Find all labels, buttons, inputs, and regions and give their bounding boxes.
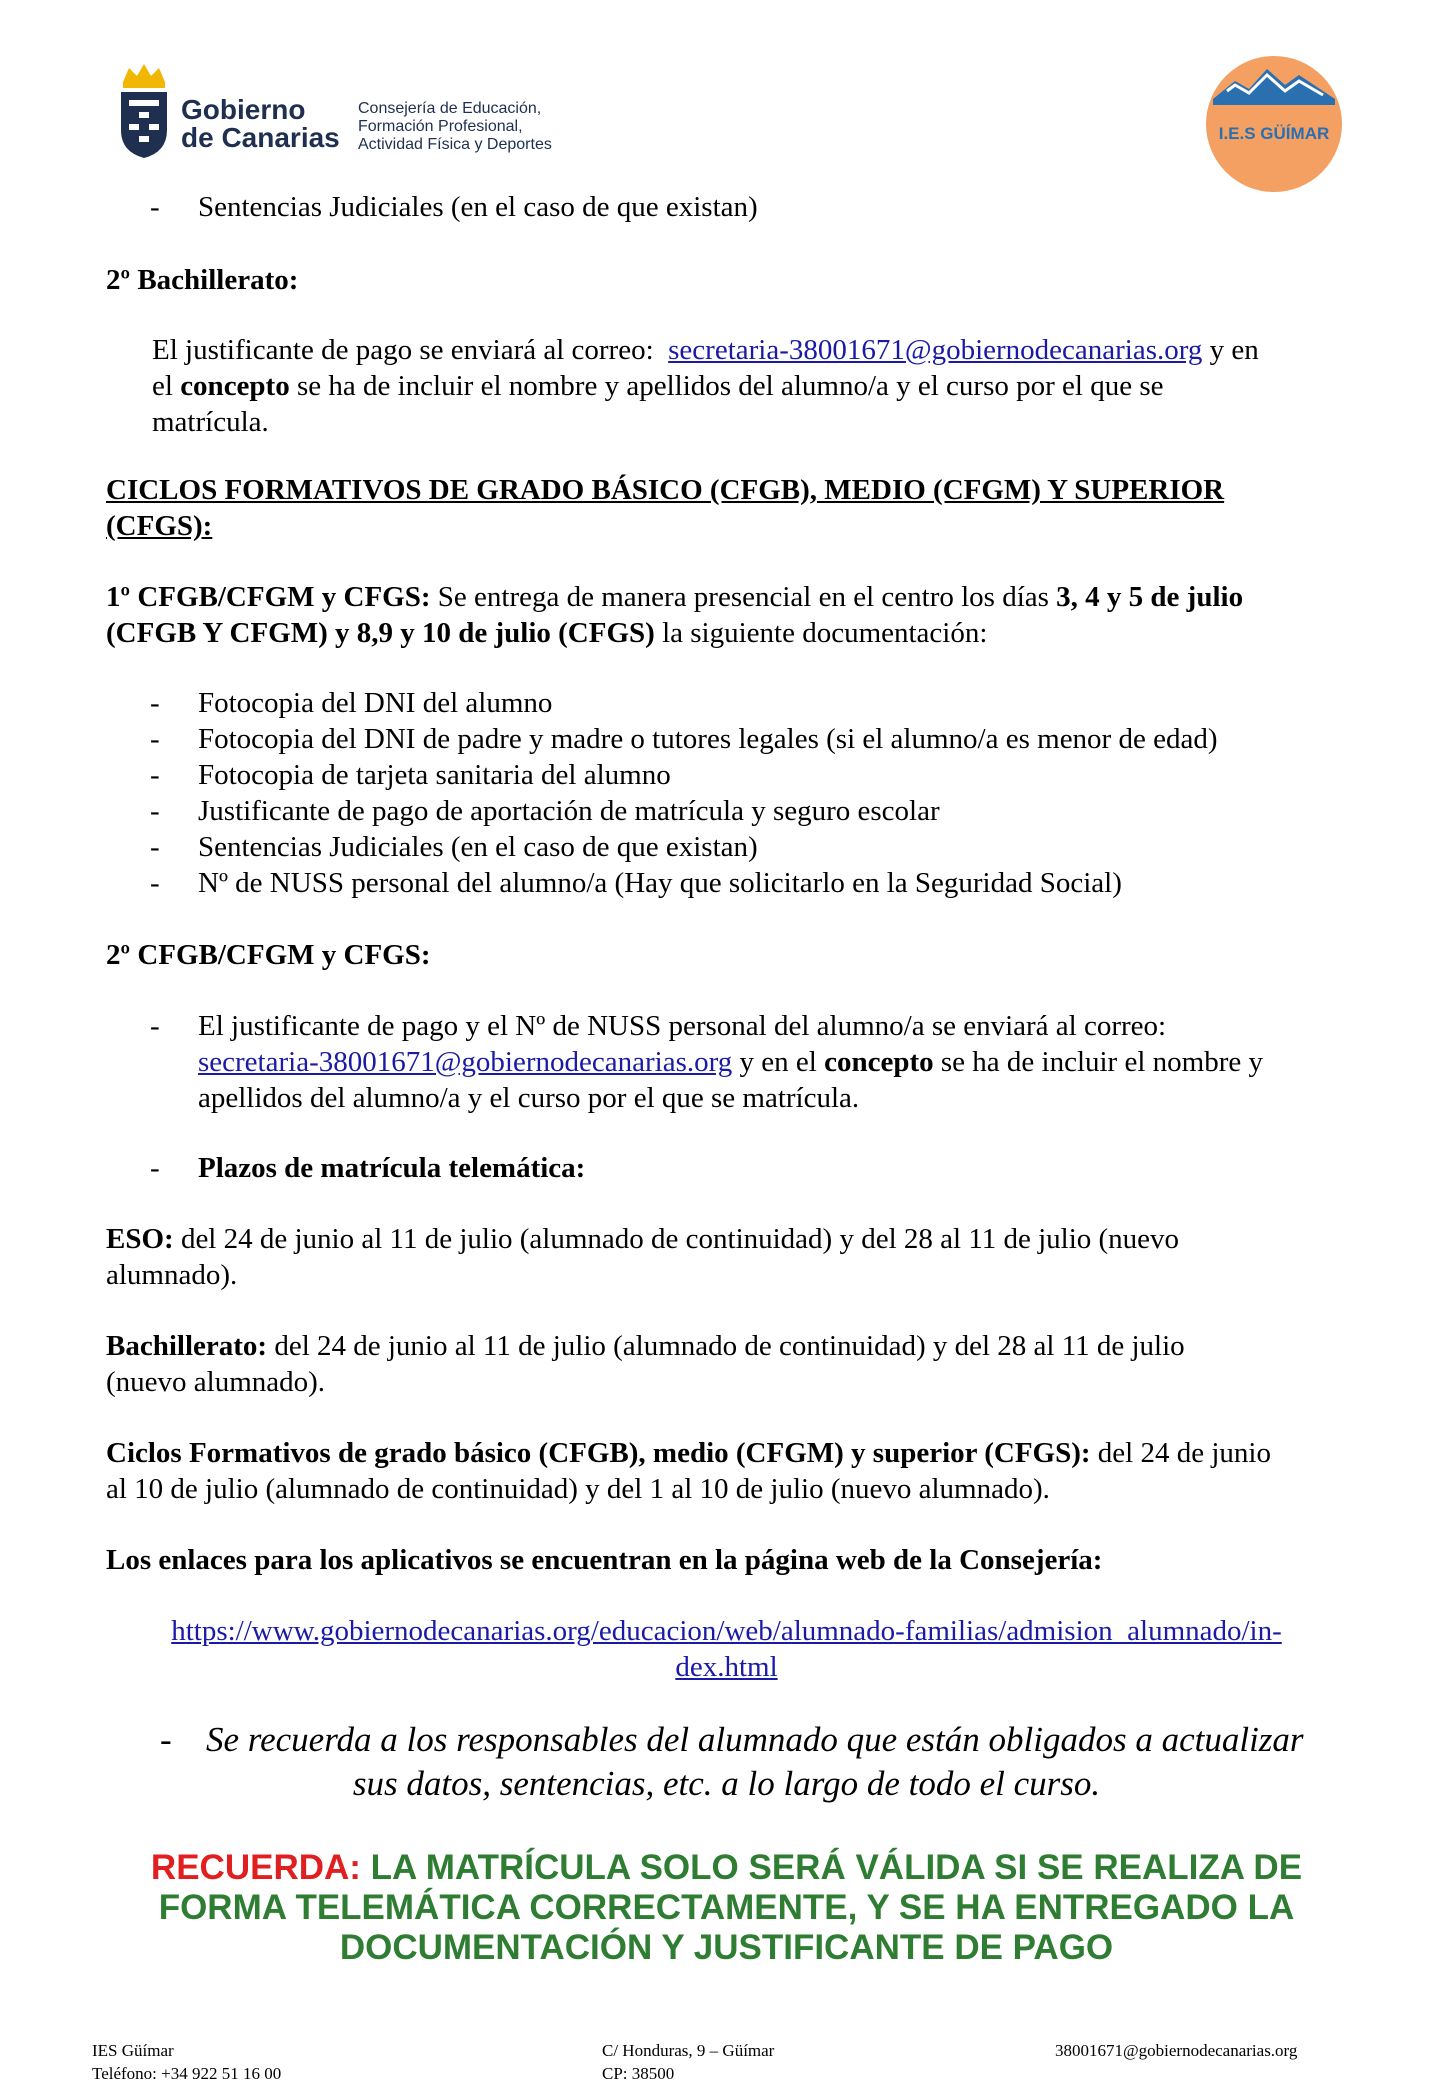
gobierno-name: Gobierno de Canarias (181, 94, 340, 153)
gobierno-canarias-logo (115, 60, 565, 165)
recuerda-label: RECUERDA: (150, 1848, 361, 1887)
cfgb2-heading: 2º CFGB/CFGM y CFGS: (106, 939, 431, 971)
list-item: Fotocopia de tarjeta sanitaria del alumno (198, 759, 671, 791)
footer-phone: Teléfono: +34 922 51 16 00 (92, 2064, 282, 2083)
cf-line1: Ciclos Formativos de grado básico (CFGB), medio (CFGM) y superior (CFGS): del 24 de junio (106, 1437, 1271, 1469)
list-item: Fotocopia del DNI de padre y madre o tutores legales (si el alumno/a es menor de edad) (198, 723, 1218, 755)
list-dash: - (150, 759, 160, 791)
list-item: Nº de NUSS personal del alumno/a (Hay que solicitarlo en la Seguridad Social) (198, 867, 1122, 899)
bach2-paragraph-line2: el concepto se ha de incluir el nombre y apellidos del alumno/a y el curso por el que se (152, 370, 1164, 402)
ies-guimar-logo (1205, 55, 1343, 193)
eso-line2: alumnado). (106, 1259, 238, 1291)
list-item: Justificante de pago de aportación de matrícula y seguro escolar (198, 795, 940, 827)
footer-school: IES Güímar (92, 2041, 174, 2060)
footer-cp: CP: 38500 (602, 2064, 675, 2083)
list-dash: - (160, 1720, 172, 1759)
list-dash: - (150, 795, 160, 827)
reminder-line1: Se recuerda a los responsables del alumnado que están obligados a actualizar (206, 1720, 1304, 1759)
ciclos-heading: CICLOS FORMATIVOS DE GRADO BÁSICO (CFGB), MEDIO (CFGM) Y SUPERIOR (106, 474, 1225, 506)
enlaces-heading: Los enlaces para los aplicativos se encuentran en la página web de la Consejería: (106, 1544, 1103, 1576)
recuerda-notice: RECUERDA: LA MATRÍCULA SOLO SERÁ VÁLIDA SI SE REALIZA DE FORMA TELEMÁTICA CORRECTAMENTE, Y SE HA ENTREGADO LA DOCUMENTACIÓN Y JUSTIFICANTE DE PAGO (150, 1848, 1303, 1967)
cfgb2-line3: apellidos del alumno/a y el curso por el que se matrícula. (198, 1082, 860, 1114)
cf-line2: al 10 de julio (alumnado de continuidad) y del 1 al 10 de julio (nuevo alumnado). (106, 1473, 1050, 1505)
email-link[interactable]: secretaria-38001671@gobiernodecanarias.org (668, 334, 1203, 366)
url-line2 (100, 1649, 1353, 1685)
bach-line1: Bachillerato: del 24 de junio al 11 de julio (alumnado de continuidad) y del 28 al 11 de julio (106, 1330, 1185, 1362)
school-logo-text: I.E.S GÜÍMAR (1218, 124, 1330, 143)
footer-email: 38001671@gobiernodecanarias.org (1055, 2041, 1298, 2060)
footer-address: C/ Honduras, 9 – Güímar (602, 2041, 775, 2060)
consejeria-url-link-cont[interactable]: dex.html (675, 1651, 778, 1683)
eso-line1: ESO: del 24 de junio al 11 de julio (alumnado de continuidad) y del 28 al 11 de julio (nuevo (106, 1223, 1180, 1255)
bach2-heading: 2º Bachillerato: (106, 264, 299, 296)
list-dash: - (150, 723, 160, 755)
list-item: Sentencias Judiciales (en el caso de que existan) (198, 831, 758, 863)
email-link[interactable]: secretaria-38001671@gobiernodecanarias.org (198, 1046, 733, 1078)
consejeria-url-link[interactable]: https://www.gobiernodecanarias.org/educacion/web/alumnado-familias/admision_alumnado/in- (171, 1615, 1282, 1647)
cfgb2-line2: secretaria-38001671@gobiernodecanarias.org y en el concepto se ha de incluir el nombre y (198, 1046, 1263, 1078)
plazos-heading: Plazos de matrícula telemática: (198, 1152, 586, 1184)
bach2-paragraph-line1: El justificante de pago se enviará al correo: secretaria-38001671@gobiernodecanarias.org y en (152, 334, 1259, 366)
url-line1 (100, 1613, 1353, 1649)
list-dash: - (150, 687, 160, 719)
consejeria-name: Consejería de Educación, Formación Profesional, Actividad Física y Deportes (358, 100, 552, 153)
list-dash: - (150, 831, 160, 863)
list-item: Fotocopia del DNI del alumno (198, 687, 553, 719)
list-dash: - (150, 191, 160, 223)
list-item: Sentencias Judiciales (en el caso de que existan) (198, 191, 758, 223)
ciclos-heading-cont: (CFGS): (106, 510, 213, 542)
list-dash: - (150, 1010, 160, 1042)
bach2-paragraph-line3: matrícula. (152, 406, 269, 438)
list-dash: - (150, 1152, 160, 1184)
bach-line2: (nuevo alumnado). (106, 1366, 326, 1398)
list-dash: - (150, 867, 160, 899)
coat-of-arms-icon (115, 60, 173, 160)
reminder-line2: sus datos, sentencias, etc. a lo largo de todo el curso. (352, 1764, 1101, 1803)
cfgb2-line1: El justificante de pago y el Nº de NUSS personal del alumno/a se enviará al correo: (198, 1010, 1167, 1042)
cfgb1-line2: (CFGB Y CFGM) y 8,9 y 10 de julio (CFGS) la siguiente documentación: (106, 617, 988, 649)
cfgb1-line1: 1º CFGB/CFGM y CFGS: Se entrega de manera presencial en el centro los días 3, 4 y 5 de julio (106, 581, 1244, 613)
